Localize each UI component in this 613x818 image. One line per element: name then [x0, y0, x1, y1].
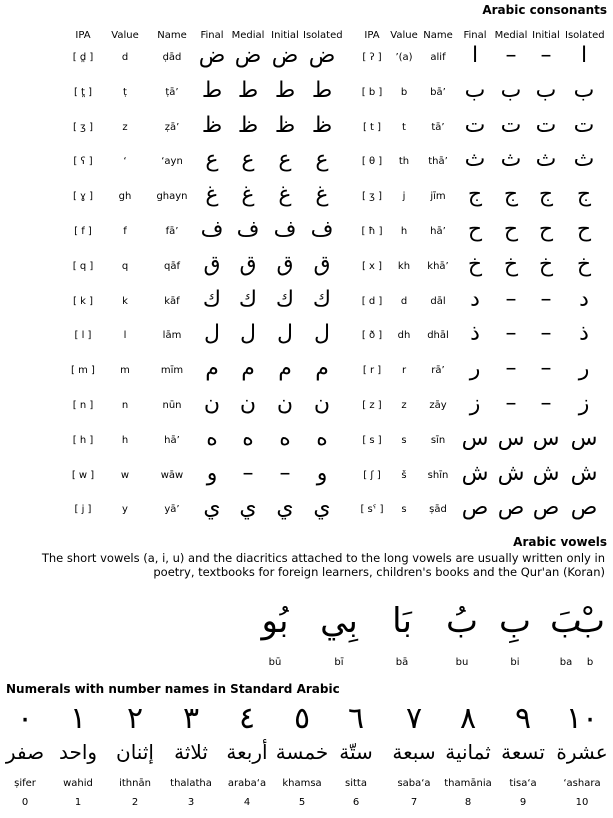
consonant-right-value: r — [401, 365, 407, 377]
consonant-right-ipa: [ ħ ] — [361, 226, 383, 237]
header-ipa: IPA — [75, 30, 91, 41]
vowel-arabic: بَا — [392, 601, 412, 641]
consonant-right-final: ز — [469, 391, 481, 416]
consonant-right-isolated: ج — [576, 182, 592, 208]
consonant-right-final: ت — [464, 112, 486, 138]
consonant-left-name: ṭā’ — [165, 86, 179, 98]
consonant-right-initial: ص — [532, 495, 560, 521]
consonant-right-isolated: ت — [573, 112, 595, 138]
consonant-left-final: ك — [202, 286, 222, 312]
consonant-right-medial: ب — [500, 77, 522, 103]
consonant-left-isolated: ض — [308, 43, 336, 68]
consonant-right-name: sīn — [430, 434, 446, 446]
consonant-right-isolated: س — [570, 425, 598, 451]
consonant-left-name: wāw — [160, 469, 184, 481]
consonant-right-initial: ت — [535, 112, 557, 138]
consonant-left-isolated: ق — [313, 251, 331, 277]
numeral-name: صفر — [5, 740, 45, 764]
consonant-right-ipa: [ ʒ ] — [362, 191, 382, 203]
consonant-right-name: khā’ — [427, 260, 449, 272]
consonant-right-final: ذ — [470, 321, 480, 347]
consonant-right-value: kh — [397, 260, 411, 272]
consonant-left-name: lām — [162, 330, 182, 342]
consonant-right-final: ر — [469, 356, 481, 382]
consonant-left-ipa: [ t̪ ] — [73, 86, 93, 98]
header-isolated: Isolated — [565, 30, 605, 41]
consonant-right-medial: ج — [503, 182, 519, 208]
consonant-right-name: thā’ — [428, 156, 448, 168]
consonant-left-name: qāf — [164, 260, 180, 272]
consonant-right-isolated: ث — [573, 147, 595, 173]
numeral-digit: ٤ — [238, 701, 256, 736]
header-value: Value — [111, 30, 139, 41]
numeral-digit: ٣ — [182, 701, 200, 736]
numeral-value: 5 — [298, 797, 306, 808]
consonant-right-initial: – — [540, 391, 552, 416]
consonant-left-name: ḍād — [162, 52, 182, 63]
consonant-left-final: غ — [205, 182, 219, 208]
consonant-left-name: nūn — [162, 400, 182, 411]
consonant-right-value: t — [402, 121, 406, 133]
consonant-left-medial: ك — [238, 286, 258, 312]
consonant-left-ipa: [ m ] — [71, 365, 95, 377]
consonant-left-initial: ق — [276, 251, 294, 277]
consonant-right-value: d — [400, 295, 408, 307]
consonant-right-isolated: ر — [578, 356, 590, 382]
consonant-left-value: d — [121, 52, 129, 63]
consonant-right-ipa: [ r ] — [362, 365, 382, 377]
consonant-left-name: yā’ — [164, 504, 180, 516]
consonant-right-isolated: ب — [573, 77, 595, 103]
consonant-left-final: ظ — [201, 112, 223, 138]
consonant-right-value: z — [401, 400, 407, 411]
consonant-left-name: kāf — [164, 295, 180, 307]
consonant-left-initial: ن — [276, 391, 294, 416]
consonant-right-value: h — [400, 226, 408, 237]
consonant-right-ipa: [ d ] — [361, 295, 383, 307]
numeral-value: 0 — [21, 797, 29, 808]
consonant-right-ipa: [ b ] — [361, 86, 383, 98]
consonant-left-value: z — [122, 121, 128, 133]
consonant-left-isolated: ن — [313, 391, 331, 416]
consonant-right-isolated: ز — [578, 391, 590, 416]
consonant-right-final: ش — [461, 460, 489, 486]
numeral-translit: ṣifer — [14, 778, 36, 789]
consonant-left-name: ‘ayn — [161, 156, 183, 168]
consonant-left-ipa: [ ɣ ] — [72, 191, 94, 203]
consonant-left-final: ق — [203, 251, 221, 277]
consonant-left-medial: ي — [239, 495, 257, 521]
numeral-translit: wahid — [63, 778, 93, 789]
consonant-right-medial: ص — [497, 495, 525, 521]
consonant-left-medial: غ — [241, 182, 255, 208]
consonant-right-final: ا — [471, 43, 479, 68]
header-isolated: Isolated — [303, 30, 343, 41]
consonant-right-value: b — [400, 86, 408, 98]
consonant-right-name: tā’ — [431, 121, 445, 133]
consonant-right-initial: ث — [535, 147, 557, 173]
consonant-right-final: خ — [467, 251, 483, 277]
consonant-left-initial: ل — [277, 321, 293, 347]
numeral-translit: thalatha — [170, 778, 212, 789]
vowel-arabic: بِي — [320, 601, 358, 641]
consonant-left-value: q — [121, 260, 129, 272]
consonant-left-medial: ل — [240, 321, 256, 347]
consonant-left-initial: ك — [275, 286, 295, 312]
header-initial: Initial — [271, 30, 299, 41]
vowel-arabic: بَ — [549, 601, 582, 641]
header-medial: Medial — [494, 30, 528, 41]
consonant-left-isolated: و — [316, 460, 328, 486]
vowel-arabic: بُو — [261, 601, 289, 641]
numeral-name: إثنان — [116, 740, 154, 764]
consonant-left-final: ل — [204, 321, 220, 347]
numeral-value: 10 — [575, 797, 589, 808]
consonant-left-isolated: ه — [316, 425, 328, 451]
vowel-translit: ba — [559, 657, 573, 668]
numeral-name: ستّة — [339, 740, 373, 764]
consonant-right-final: ح — [467, 217, 483, 242]
consonant-left-name: ẓā’ — [164, 121, 180, 133]
consonant-left-value: m — [120, 365, 130, 377]
consonant-right-value: š — [401, 469, 407, 481]
consonant-left-medial: – — [242, 460, 254, 486]
consonant-left-final: ط — [201, 77, 223, 103]
header-name: Name — [423, 30, 453, 41]
consonant-right-name: zāy — [429, 400, 447, 411]
numeral-digit: ٨ — [459, 701, 477, 736]
numerals-title: Numerals with number names in Standard Arabic — [6, 682, 340, 696]
consonant-right-final: ب — [464, 77, 486, 103]
consonant-right-initial: – — [540, 43, 552, 68]
consonant-left-value: w — [120, 469, 130, 481]
consonant-right-ipa: [ t ] — [362, 121, 382, 133]
consonant-right-value: s — [401, 504, 407, 516]
consonant-left-medial: ع — [241, 147, 255, 173]
consonant-left-value: y — [122, 504, 128, 516]
numeral-name: ثلاثة — [174, 740, 208, 764]
numeral-value: 7 — [410, 797, 418, 808]
consonant-right-name: hā’ — [430, 226, 446, 237]
consonant-right-initial: ب — [535, 77, 557, 103]
numeral-translit: ithnān — [119, 778, 151, 789]
header-name: Name — [157, 30, 187, 41]
consonant-left-initial: م — [278, 356, 292, 382]
consonant-right-ipa: [ z ] — [362, 400, 382, 411]
consonant-left-medial: ظ — [237, 112, 259, 138]
vowel-translit: b — [586, 657, 594, 668]
consonant-left-final: ي — [203, 495, 221, 521]
consonant-right-ipa: [ s ] — [362, 434, 382, 446]
numeral-name: واحد — [58, 740, 98, 764]
header-medial: Medial — [231, 30, 265, 41]
consonant-right-medial: – — [505, 43, 517, 68]
numeral-digit: ١٠ — [565, 701, 599, 736]
numeral-translit: thamānia — [444, 778, 492, 789]
consonant-left-initial: ظ — [274, 112, 296, 138]
numeral-name: سبعة — [392, 740, 436, 764]
consonant-left-initial: ي — [276, 495, 294, 521]
consonant-right-isolated: ص — [570, 495, 598, 521]
consonant-right-ipa: [ ʔ ] — [362, 52, 382, 63]
consonant-left-name: mīm — [160, 365, 184, 377]
numeral-value: 1 — [74, 797, 82, 808]
consonant-left-medial: ق — [239, 251, 257, 277]
consonant-left-name: hā’ — [164, 434, 180, 446]
consonant-left-initial: ع — [278, 147, 292, 173]
consonant-right-initial: – — [540, 286, 552, 312]
header-final: Final — [200, 30, 224, 41]
header-value: Value — [390, 30, 418, 41]
consonant-right-ipa: [ x ] — [361, 260, 383, 272]
consonant-left-value: ‘ — [123, 156, 127, 168]
consonant-right-name: shīn — [427, 469, 449, 481]
consonant-right-final: ث — [464, 147, 486, 173]
consonant-right-ipa: [ θ ] — [361, 156, 383, 168]
consonant-right-initial: س — [532, 425, 560, 451]
numeral-name: تسعة — [501, 740, 545, 764]
consonant-left-name: ghayn — [156, 191, 188, 203]
consonant-left-isolated: غ — [315, 182, 329, 208]
consonant-left-ipa: [ ʕ ] — [73, 156, 93, 168]
consonants-title: Arabic consonants — [482, 3, 607, 17]
consonant-left-initial: ط — [274, 77, 296, 103]
consonant-right-initial: – — [540, 356, 552, 382]
consonant-left-ipa: [ w ] — [71, 469, 95, 481]
consonant-left-medial: ط — [237, 77, 259, 103]
numeral-translit: tisa‘a — [509, 778, 537, 789]
consonant-left-ipa: [ n ] — [72, 400, 94, 411]
consonant-right-ipa: [ ʃ ] — [363, 469, 381, 481]
consonant-left-final: م — [205, 356, 219, 382]
consonant-left-isolated: ظ — [311, 112, 333, 138]
consonant-right-value: th — [398, 156, 410, 168]
vowel-translit: bu — [455, 657, 469, 668]
consonant-right-medial: – — [505, 286, 517, 312]
numeral-translit: saba‘a — [397, 778, 431, 789]
consonant-right-medial: س — [497, 425, 525, 451]
consonant-left-value: k — [122, 295, 128, 307]
consonant-left-ipa: [ ʒ ] — [73, 121, 93, 133]
numeral-name: أربعة — [226, 740, 268, 764]
consonant-left-value: ṭ — [123, 86, 127, 98]
consonant-right-isolated: خ — [576, 251, 592, 277]
consonant-right-name: alif — [430, 52, 446, 63]
consonant-left-ipa: [ l ] — [74, 330, 92, 342]
consonant-left-isolated: ط — [311, 77, 333, 103]
numeral-translit: sitta — [345, 778, 367, 789]
consonant-left-final: ه — [206, 425, 218, 451]
consonant-right-initial: – — [540, 321, 552, 347]
numeral-value: 8 — [464, 797, 472, 808]
numeral-name: عشرة — [556, 740, 608, 764]
vowels-title: Arabic vowels — [513, 535, 607, 549]
consonant-left-medial: ه — [242, 425, 254, 451]
consonant-right-medial: ح — [503, 217, 519, 242]
consonant-right-medial: – — [505, 391, 517, 416]
consonant-right-final: د — [470, 286, 480, 312]
numeral-value: 2 — [131, 797, 139, 808]
numeral-digit: ٥ — [293, 701, 311, 736]
consonant-right-isolated: ش — [570, 460, 598, 486]
consonant-left-initial: ض — [271, 43, 299, 68]
vowel-translit: bā — [395, 657, 409, 668]
numeral-digit: ٧ — [405, 701, 423, 736]
consonant-right-final: ج — [467, 182, 483, 208]
consonant-left-value: gh — [118, 191, 132, 203]
vowel-translit: bi — [510, 657, 520, 668]
consonant-right-name: jīm — [430, 191, 446, 203]
consonant-right-medial: – — [505, 321, 517, 347]
consonant-right-name: ṣād — [429, 504, 447, 516]
numeral-value: 4 — [243, 797, 251, 808]
consonant-left-final: ض — [198, 43, 226, 68]
consonant-left-medial: م — [241, 356, 255, 382]
vowel-arabic: بْ — [572, 601, 605, 641]
consonant-left-value: h — [121, 434, 129, 446]
consonant-left-name: fā’ — [165, 226, 179, 237]
consonant-left-isolated: ع — [315, 147, 329, 173]
vowel-arabic: بُ — [445, 601, 478, 641]
consonant-left-initial: غ — [278, 182, 292, 208]
consonant-right-initial: ح — [538, 217, 554, 242]
consonant-right-isolated: ح — [576, 217, 592, 242]
numeral-translit: araba‘a — [227, 778, 267, 789]
header-initial: Initial — [532, 30, 560, 41]
consonant-left-ipa: [ k ] — [73, 295, 93, 307]
consonant-left-ipa: [ d̪ ] — [72, 52, 94, 63]
numeral-translit: khamsa — [282, 778, 322, 789]
consonant-left-value: l — [123, 330, 127, 342]
consonant-left-medial: ض — [234, 43, 262, 68]
consonant-left-isolated: م — [315, 356, 329, 382]
consonant-right-name: dāl — [430, 295, 446, 307]
consonant-left-final: ع — [205, 147, 219, 173]
consonant-left-value: f — [123, 226, 127, 237]
consonant-left-value: n — [121, 400, 129, 411]
consonant-left-ipa: [ f ] — [74, 226, 92, 237]
vowel-translit: bū — [268, 657, 282, 668]
consonant-right-value: s — [401, 434, 407, 446]
vowel-arabic: بِ — [498, 601, 531, 641]
consonant-left-final: ن — [203, 391, 221, 416]
numeral-digit: ١ — [69, 701, 87, 736]
consonant-left-isolated: ك — [312, 286, 332, 312]
consonant-left-medial: ف — [236, 217, 260, 242]
consonant-left-ipa: [ j ] — [74, 504, 92, 516]
consonant-left-isolated: ي — [313, 495, 331, 521]
consonant-right-medial: ش — [497, 460, 525, 486]
consonant-right-isolated: ذ — [579, 321, 589, 347]
consonant-right-name: rā’ — [431, 365, 445, 377]
consonant-right-value: j — [402, 191, 406, 203]
consonant-right-value: ’(a) — [395, 52, 413, 63]
consonant-left-initial: ف — [273, 217, 297, 242]
consonant-right-value: dh — [397, 330, 411, 342]
vowel-translit: bī — [334, 657, 344, 668]
consonant-right-ipa: [ ð ] — [361, 330, 383, 342]
consonant-right-initial: ش — [532, 460, 560, 486]
numeral-digit: ٦ — [347, 701, 365, 736]
consonant-right-initial: ج — [538, 182, 554, 208]
consonant-right-medial: ث — [500, 147, 522, 173]
consonant-left-final: و — [206, 460, 218, 486]
numeral-name: خمسة — [275, 740, 329, 764]
consonant-right-final: س — [461, 425, 489, 451]
consonant-right-final: ص — [461, 495, 489, 521]
numeral-value: 9 — [519, 797, 527, 808]
consonant-right-isolated: د — [579, 286, 589, 312]
consonant-right-ipa: [ sˤ ] — [360, 504, 384, 516]
header-ipa: IPA — [364, 30, 380, 41]
consonant-left-initial: ه — [279, 425, 291, 451]
consonant-right-medial: خ — [503, 251, 519, 277]
consonant-right-initial: خ — [538, 251, 554, 277]
numeral-digit: ٠ — [16, 701, 34, 736]
consonant-left-medial: ن — [239, 391, 257, 416]
numeral-digit: ٩ — [514, 701, 532, 736]
numeral-name: ثمانية — [445, 740, 491, 764]
numeral-digit: ٢ — [126, 701, 144, 736]
vowels-description: The short vowels (a, i, u) and the diacritics attached to the long vowels are usually written only in poetry, textbooks for foreign learners, children's books and the Qur'an (Koran) — [41, 551, 605, 579]
consonant-right-name: dhāl — [427, 330, 449, 342]
consonant-left-isolated: ل — [314, 321, 330, 347]
numeral-value: 3 — [187, 797, 195, 808]
consonant-left-ipa: [ h ] — [72, 434, 94, 446]
consonant-right-name: bā’ — [430, 86, 446, 98]
consonant-left-isolated: ف — [310, 217, 334, 242]
consonant-left-ipa: [ q ] — [72, 260, 94, 272]
consonant-left-initial: – — [279, 460, 291, 486]
consonant-right-medial: ت — [500, 112, 522, 138]
consonant-right-medial: – — [505, 356, 517, 382]
consonant-left-final: ف — [200, 217, 224, 242]
consonant-right-isolated: ا — [580, 43, 588, 68]
numeral-value: 6 — [352, 797, 360, 808]
numeral-translit: ‘ashara — [563, 778, 601, 789]
header-final: Final — [463, 30, 487, 41]
